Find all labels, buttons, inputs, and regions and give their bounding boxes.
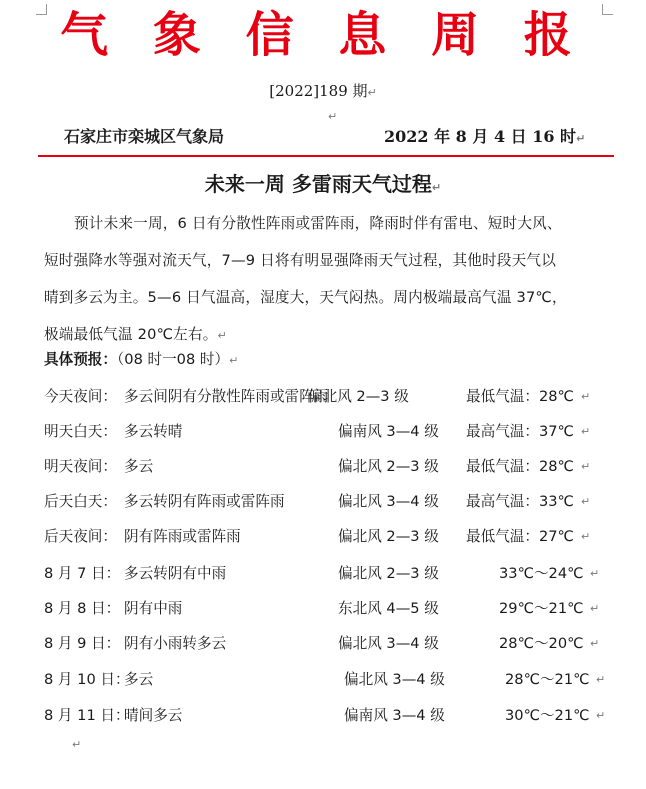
forecast-day: 后天白天： (44, 493, 117, 510)
forecast-temp: 最高气温：33℃ (466, 493, 574, 510)
issuing-agency: 石家庄市栾城区气象局 (64, 127, 225, 146)
issue-datetime-text: 2022 年 8 月 4 日 16 时 (384, 127, 577, 146)
paragraph-mark: ↵ (581, 460, 591, 473)
summary-line: 晴到多云为主。5—6 日气温高，湿度大，天气闷热。周内极端最高气温 37℃， (44, 289, 567, 306)
forecast-headline (0, 170, 646, 202)
forecast-temp: 28℃～21℃ (505, 671, 590, 688)
forecast-heading (44, 348, 238, 373)
forecast-weather: 多云转阴有中雨 (124, 565, 227, 582)
paragraph-mark: ↵ (590, 602, 600, 615)
forecast-day: 8 月 7 日： (44, 565, 121, 582)
forecast-weather: 多云 (124, 671, 154, 688)
summary-line: 短时强降水等强对流天气，7—9 日将有明显强降雨天气过程，其他时段天气以 (44, 252, 557, 269)
paragraph-mark: ↵ (596, 709, 606, 722)
forecast-headline-text: 未来一周 多雷雨天气过程 (204, 172, 432, 196)
summary-paragraph (44, 205, 604, 354)
forecast-heading-label: 具体预报： (44, 351, 117, 368)
forecast-weather: 阴有小雨转多云 (124, 635, 227, 652)
forecast-temp: 30℃～21℃ (505, 707, 590, 724)
forecast-temp: 最低气温：27℃ (466, 528, 574, 545)
paragraph-mark: ↵ (596, 673, 606, 686)
paragraph-mark: ↵ (581, 390, 591, 403)
paragraph-mark: ↵ (328, 110, 338, 123)
forecast-temp: 最低气温：28℃ (466, 458, 574, 475)
forecast-wind: 偏北风 3—4 级 (344, 671, 445, 688)
summary-line: 预计未来一周，6 日有分散性阵雨或雷阵雨，降雨时伴有雷电、短时大风、 (74, 215, 562, 232)
forecast-weather: 阴有阵雨或雷阵雨 (124, 528, 241, 545)
forecast-day: 8 月 9 日： (44, 635, 121, 652)
forecast-wind: 偏北风 2—3 级 (338, 565, 439, 582)
paragraph-mark: ↵ (581, 530, 591, 543)
paragraph-mark: ↵ (72, 738, 82, 751)
forecast-wind: 偏南风 3—4 级 (338, 423, 439, 440)
forecast-wind: 偏北风 3—4 级 (338, 493, 439, 510)
paragraph-mark: ↵ (581, 425, 591, 438)
paragraph-mark: ↵ (576, 132, 586, 145)
paragraph-mark: ↵ (367, 86, 377, 99)
forecast-temp: 最高气温：37℃ (466, 423, 574, 440)
red-divider (38, 155, 614, 157)
forecast-temp: 最低气温：28℃ (466, 388, 574, 405)
forecast-wind: 东北风 4—5 级 (338, 600, 439, 617)
forecast-day: 8 月 10 日： (44, 671, 130, 688)
forecast-day: 明天白天： (44, 423, 117, 440)
forecast-day: 明天夜间： (44, 458, 117, 475)
paragraph-mark: ↵ (590, 637, 600, 650)
forecast-weather: 多云 (124, 458, 154, 475)
forecast-wind: 偏北风 3—4 级 (338, 635, 439, 652)
forecast-temp: 33℃～24℃ (499, 565, 584, 582)
paragraph-mark: ↵ (590, 567, 600, 580)
issue-number (0, 80, 646, 104)
forecast-wind: 偏南风 3—4 级 (344, 707, 445, 724)
paragraph-mark: ↵ (229, 354, 239, 367)
forecast-wind: 偏北风 2—3 级 (308, 388, 409, 405)
issue-datetime (384, 126, 585, 150)
forecast-weather: 阴有中雨 (124, 600, 183, 617)
issue-number-text: [2022]189 期 (269, 82, 368, 100)
forecast-weather: 晴间多云 (124, 707, 183, 724)
forecast-temp: 29℃～21℃ (499, 600, 584, 617)
forecast-wind: 偏北风 2—3 级 (338, 528, 439, 545)
forecast-weather: 多云间阴有分散性阵雨或雷阵雨 (124, 388, 329, 405)
paragraph-mark: ↵ (431, 181, 442, 194)
forecast-day: 8 月 11 日： (44, 707, 130, 724)
forecast-weather: 多云转阴有阵雨或雷阵雨 (124, 493, 285, 510)
page-title: 气 象 信 息 周 报 (60, 7, 586, 63)
forecast-weather: 多云转晴 (124, 423, 183, 440)
forecast-wind: 偏北风 2—3 级 (338, 458, 439, 475)
paragraph-mark: ↵ (581, 495, 591, 508)
forecast-temp: 28℃～20℃ (499, 635, 584, 652)
forecast-day: 8 月 8 日： (44, 600, 121, 617)
paragraph-mark: ↵ (217, 329, 227, 342)
forecast-day: 后天夜间： (44, 528, 117, 545)
forecast-day: 今天夜间： (44, 388, 117, 405)
forecast-heading-time: （08 时一08 时） (116, 351, 230, 368)
summary-line-text: 极端最低气温 20℃左右。 (44, 326, 218, 343)
